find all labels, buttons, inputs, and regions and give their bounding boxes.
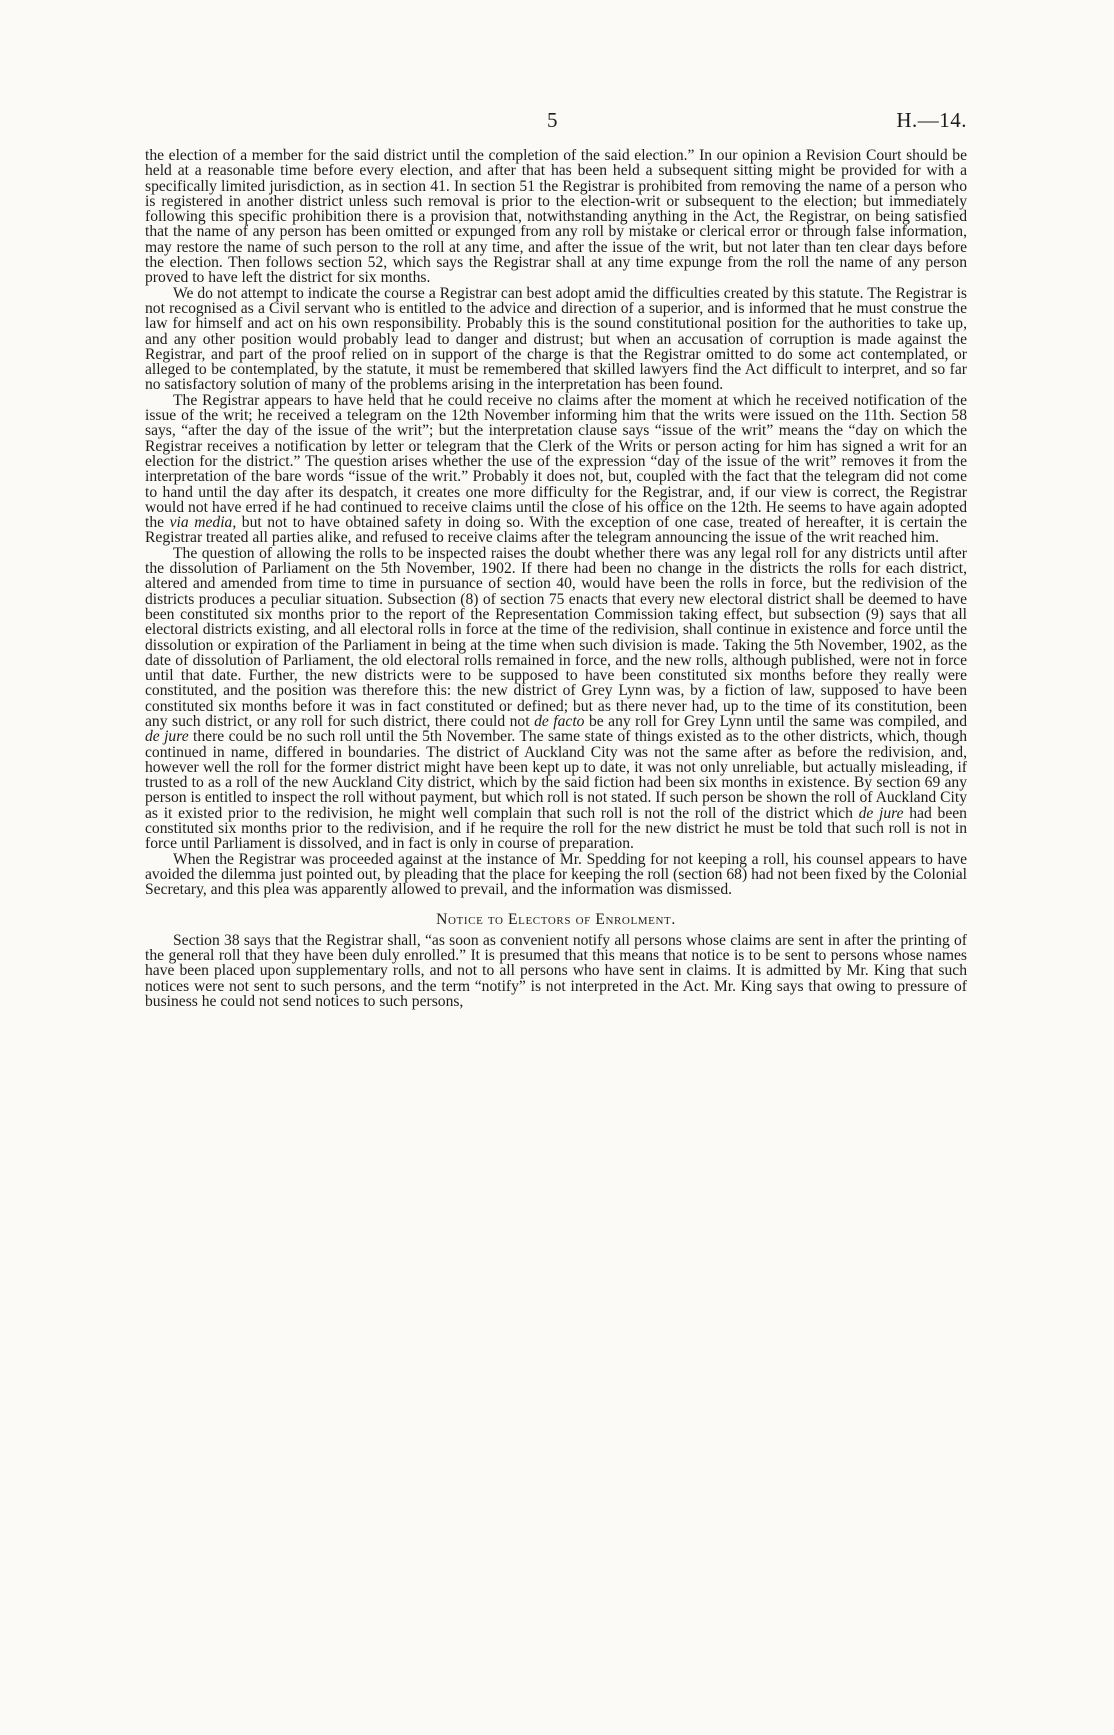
paragraph-p5 xyxy=(145,852,967,898)
section-heading: Notice to Electors of Enrolment. xyxy=(436,910,676,928)
page-number: 5 xyxy=(547,108,558,132)
paragraph-p6 xyxy=(145,933,967,1009)
text-run: We do not attempt to indicate the course a Registrar can best adopt amid the difficulties created by this statute. The Registrar is not recognised as a Civil servant who is entitled to the advice and direction of a superior, and is informed that he must construe the law for himself and act on his own responsibility. Probably this is the sound constitutional position for the authorities to take up, and any other position would probably lead to danger and distrust; but when an accusation of corruption is made against the Registrar, and part of the proof relied on in support of the charge is that the Registrar omitted to do some act contemplated, or alleged to be contemplated, by the statute, it must be remembered that skilled lawyers find the Act difficult to interpret, and so far no satisfactory solution of many of the problems arising in the interpretation has been found. xyxy=(145,284,967,394)
paragraph-p2 xyxy=(145,286,967,393)
text-run: be any roll for Grey Lynn until the same was compiled, and xyxy=(584,712,968,730)
italic-phrase: de jure xyxy=(858,804,904,822)
italic-phrase: via media xyxy=(169,514,233,532)
italic-phrase: de jure xyxy=(145,728,189,746)
text-run: the election of a member for the said district until the completion of the said election.” In our opinion a Revision Court should be held at a reasonable time before every election, and after that has been held a subsequent sitting might be provided for with a specifically limited jurisdiction, as in section 41. In section 51 the Registrar is prohibited from removing the name of a person who is registered in another district unless such removal is prior to the election-writ or subsequent to the election; but immediately following this specific prohibition there is a provision that, notwithstanding anything in the Act, the Registrar, on being satisfied that the name of any person has been omitted or expunged from any roll by mistake or clerical error or through false information, may restore the name of such person to the roll at any time, and after the issue of the writ, but not later than ten clear days before the election. Then follows section 52, which says the Registrar shall at any time expunge from the roll the name of any person proved to have left the district for six months. xyxy=(145,147,967,287)
document-page xyxy=(145,108,967,1708)
text-run: The question of allowing the rolls to be inspected raises the doubt whether there was any legal roll for any districts until after the dissolution of Parliament on the 5th November, 1902. If there had been no change in the districts the rolls for each district, altered and amended from time to time in pursuance of section 40, would have been the rolls in force, but the redivision of the districts produces a peculiar situation. Subsection (8) of section 75 enacts that every new electoral district shall be deemed to have been constituted six months prior to the report of the Representation Commission taking effect, but subsection (9) says that all electoral districts existing, and all electoral rolls in force at the time of the redivision, shall continue in existence and force until the dissolution or expiration of the Parliament in being at the time when such division is made. Taking the 5th November, 1902, as the date of dissolution of Parliament, the old electoral rolls remained in force, and the new rolls, although published, were not in force until that date. Further, the new districts were to be supposed to have been constituted six months before they really were constituted, and the position was therefore this: the new district of Grey Lynn was, by a fiction of law, supposed to have been constituted six months before it was in fact constituted or defined; but as there never had, up to the time of its constitution, been any such district, or any roll for such district, there could not xyxy=(145,544,967,730)
text-run: Section 38 says that the Registrar shall, “as soon as convenient notify all persons whose claims are sent in after the printing of the general roll that they have been duly enrolled.” It is presumed that this means that notice is to be sent to persons whose names have been placed upon supplementary rolls, and not to all persons who have sent in claims. It is admitted by Mr. King that such notices were not sent to such persons, and the term “notify” is not interpreted in the Act. Mr. King says that owing to pressure of business he could not send notices to such persons, xyxy=(145,931,967,1011)
paragraph-p1 xyxy=(145,148,967,286)
text-run: there could be no such roll until the 5th November. The same state of things existed as to the other districts, which, though continued in name, differed in boundaries. The district of Auckland City was not the same after as before the redivision, and, however well the roll for the former district might have been kept up to date, it was not only unreliable, but actually misleading, if trusted to as a roll of the new Auckland City district, which by the said fiction had been six months in existence. By section 69 any person is entitled to inspect the roll without payment, but which roll is not stated. If such person be shown the roll of Auckland City as it existed prior to the redivision, he might well complain that such roll is not the roll of the district which xyxy=(145,728,967,822)
paragraph-p3 xyxy=(145,393,967,546)
body-text xyxy=(145,148,967,1009)
page-header xyxy=(145,108,967,148)
text-run: , but not to have obtained safety in doing so. With the exception of one case, treated of hereafter, it is certain the Registrar treated all parties alike, and refused to receive claims after the telegram announcing the issue of the writ reached him. xyxy=(145,514,967,547)
paragraph-p4 xyxy=(145,546,967,852)
text-run: had been constituted six months prior to the redivision, and if he require the roll for the new district he must be told that such roll is not in force until Parliament is dissolved, and in fact is only in course of preparation. xyxy=(145,804,967,853)
text-run: When the Registrar was proceeded against at the instance of Mr. Spedding for not keeping a roll, his counsel appears to have avoided the dilemma just pointed out, by pleading that the place for keeping the roll (section 68) had not been fixed by the Colonial Secretary, and this plea was apparently allowed to prevail, and the information was dismissed. xyxy=(145,850,967,899)
italic-phrase: de facto xyxy=(534,712,585,730)
document-reference: H.—14. xyxy=(896,108,967,132)
text-run: The Registrar appears to have held that he could receive no claims after the moment at which he received notification of the issue of the writ; he received a telegram on the 12th November informing him that the writs were issued on the 11th. Section 58 says, “after the day of the issue of the writ”; but the interpretation clause says “issue of the writ” means the “day on which the Registrar receives a notification by letter or telegram that the Clerk of the Writs or person acting for him has signed a writ for an election for the district.” The question arises whether the use of the expression “day of the issue of the writ” removes it from the interpretation of the bare words “issue of the writ.” Probably it does not, but, coupled with the fact that the telegram did not come to hand until the day after its despatch, it creates one more difficulty for the Registrar, and, if our view is correct, the Registrar would not have erred if he had continued to receive claims until the close of his office on the 12th. He seems to have again adopted the xyxy=(145,391,967,532)
